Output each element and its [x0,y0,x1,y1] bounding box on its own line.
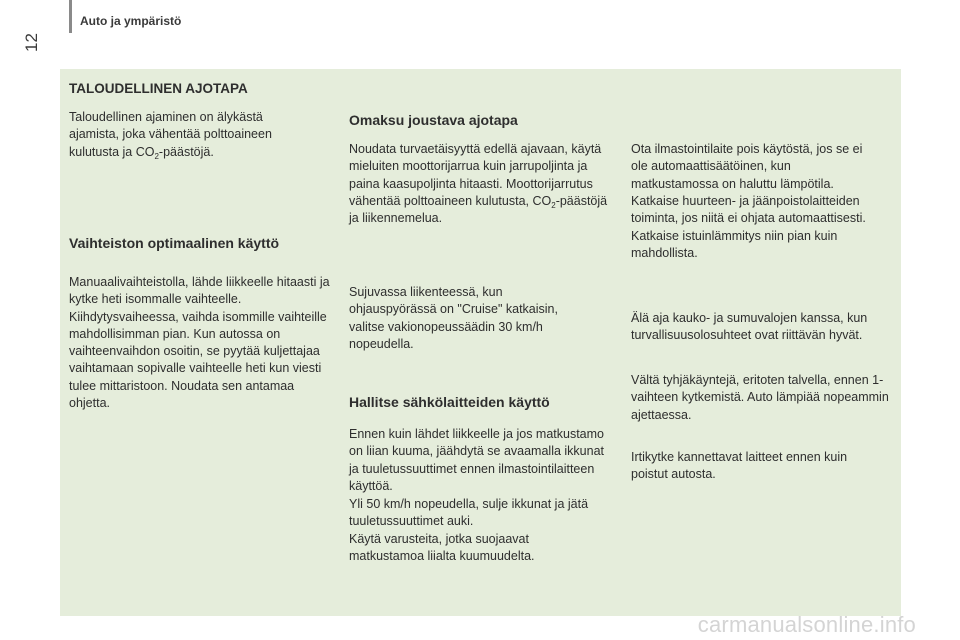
section-title: Auto ja ympäristö [80,14,182,28]
electrical-heading: Hallitse sähkölaitteiden käyttö [349,394,550,410]
idling-paragraph: Vältä tyhjäkäyntejä, eritoten talvella, ennen 1-vaihteen kytkemistä. Auto lämpiää nopeammin ajettaessa. [631,373,889,422]
gear-paragraph: Manuaalivaihteistolla, lähde liikkeelle hitaasti ja kytke heti isommalle vaihteelle. Kiihdytysvaiheessa, vaihda isommille vaihteille mahdollisimman pian. Kun autossa on vaihteenvaihdon osoitin, se pyytää kuljettajaa vaihtamaan sopivalle vaihteelle heti kun viesti tulee mittaristoon. Noudata sen antamaa ohjetta. [69,275,330,411]
electrical-paragraph-2: Yli 50 km/h nopeudella, sulje ikkunat ja jätä tuuletussuuttimet auki. [349,497,589,529]
lights-paragraph: Älä aja kauko- ja sumuvalojen kanssa, kun turvallisuusolosuhteet ovat riittävän hyvät. [631,311,868,343]
defrost-paragraph: Katkaise huurteen- ja jäänpoistolaitteiden toiminta, jos niitä ei ohjata automaattisesti. [631,194,866,226]
ac-paragraph: Ota ilmastointilaite pois käytöstä, jos se ei ole automaattisäätöinen, kun matkustamossa on haluttu lämpötila. [631,142,863,191]
header-accent-bar [69,0,72,33]
seat-heating-paragraph: Katkaise istuinlämmitys niin pian kuin mahdollista. [631,229,838,261]
gear-heading: Vaihteiston optimaalinen käyttö [69,235,280,251]
electrical-paragraph-3: Käytä varusteita, jotka suojaavat matkustamoa liialta kuumuudelta. [349,532,535,564]
flex-driving-paragraph: Noudata turvaetäisyyttä edellä ajavaan, käytä mieluiten moottorijarrua kuin jarrupoljinta ja paina kaasupoljinta hitaasti. Moottorijarrutus vähentää polttoaineen kulutusta, $CO_2$-päästöjä ja liikennemelua. [349,142,608,226]
watermark: carmanualsonline.info [697,612,916,637]
main-heading: TALOUDELLINEN AJOTAPA [69,81,248,96]
cruise-paragraph: Sujuvassa liikenteessä, kun ohjauspyörässä on "Cruise" katkaisin, valitse vakionopeussäädin 30 km/h nopeudella. [349,285,558,351]
electrical-paragraph-1: Ennen kuin lähdet liikkeelle ja jos matkustamo on liian kuuma, jäähdytä se avaamalla ikkunat ja tuuletussuuttimet ennen ilmastointilaitteen käyttöä. [349,427,605,493]
devices-paragraph: Irtikytke kannettavat laitteet ennen kuin poistut autosta. [631,450,848,482]
intro-paragraph: Taloudellinen ajaminen on älykästä ajamista, joka vähentää polttoaineen kulutusta ja $CO_2$-päästöjä. [69,110,272,161]
page-number: 12 [22,33,41,52]
flex-driving-heading: Omaksu joustava ajotapa [349,112,518,128]
